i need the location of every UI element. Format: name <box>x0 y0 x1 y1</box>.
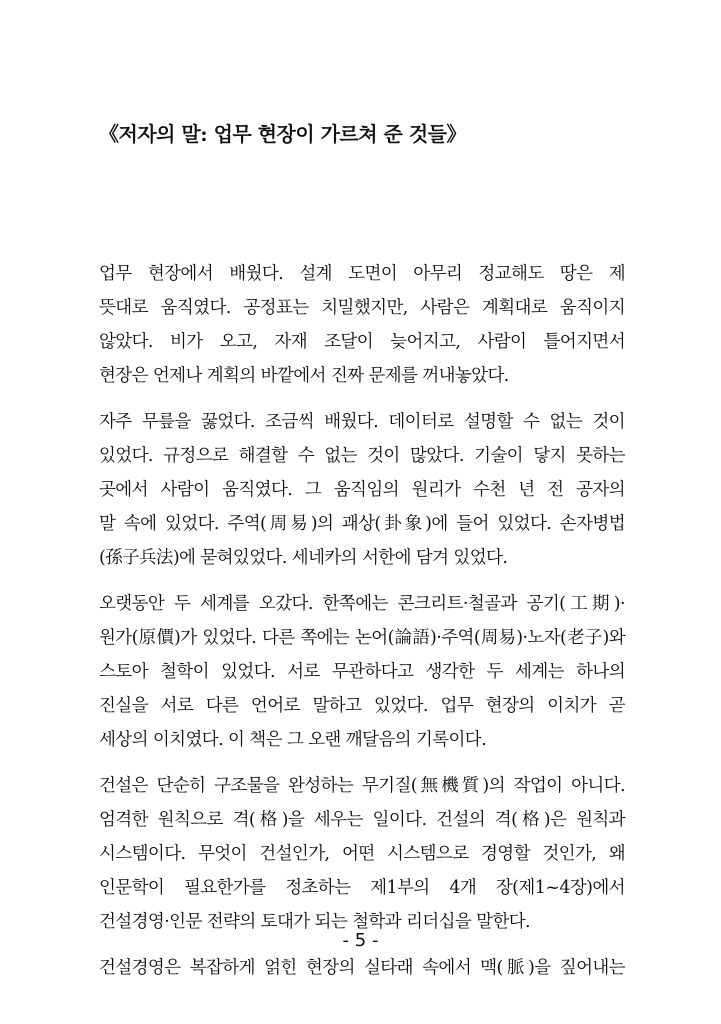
paragraph <box>99 769 625 939</box>
paragraph <box>99 405 625 575</box>
text-line: 자주 무릎을 꿇었다. 조금씩 배웠다. 데이터로 설명할 수 없는 것이 <box>99 412 625 432</box>
text-line: 시스템이다. 무엇이 건설인가, 어떤 시스템으로 경영할 것인가, 왜 <box>99 844 625 864</box>
text-line: 스토아 철학이 있었다. 서로 무관하다고 생각한 두 세계는 하나의 <box>99 662 625 682</box>
text-line: 곳에서 사람이 움직였다. 그 움직임의 원리가 수천 년 전 공자의 <box>99 480 625 500</box>
text-line: 업무 현장에서 배웠다. 설계 도면이 아무리 정교해도 땅은 제 <box>99 264 625 284</box>
paragraph <box>99 257 625 393</box>
text-line: 건설경영·인문 전략의 토대가 되는 철학과 리더십을 말한다. <box>99 912 531 932</box>
text-line: 오랫동안 두 세계를 오갔다. 한쪽에는 콘크리트·철골과 공기(工期)· <box>99 594 625 614</box>
text-line: 건설경영은 복잡하게 얽힌 현장의 실타래 속에서 맥(脈)을 짚어내는 <box>99 958 625 978</box>
text-line: 건설은 단순히 구조물을 완성하는 무기질(無機質)의 작업이 아니다. <box>99 776 625 796</box>
text-line: 원가(原價)가 있었다. 다른 쪽에는 논어(論語)·주역(周易)·노자(老子)와 <box>99 628 625 648</box>
text-line: 엄격한 원칙으로 격(格)을 세우는 일이다. 건설의 격(格)은 원칙과 <box>99 810 625 830</box>
paragraph <box>99 951 625 985</box>
text-line: (孫子兵法)에 묻혀있었다. 세네카의 서한에 담겨 있었다. <box>99 548 508 568</box>
text-line: 않았다. 비가 오고, 자재 조달이 늦어지고, 사람이 틀어지면서 <box>99 332 625 352</box>
text-line: 있었다. 규정으로 해결할 수 없는 것이 많았다. 기술이 닿지 못하는 <box>99 446 625 466</box>
text-line: 말 속에 있었다. 주역(周易)의 괘상(卦象)에 들어 있었다. 손자병법 <box>99 514 625 534</box>
page-number: - 5 - <box>342 930 379 951</box>
text-line: 세상의 이치였다. 이 책은 그 오랜 깨달음의 기록이다. <box>99 730 487 750</box>
text-line: 현장은 언제나 계획의 바깥에서 진짜 문제를 꺼내놓았다. <box>99 366 509 386</box>
body-text <box>99 257 625 997</box>
text-line: 진실을 서로 다른 언어로 말하고 있었다. 업무 현장의 이치가 곧 <box>99 696 625 716</box>
text-line: 인문학이 필요한가를 정초하는 제1부의 4개 장(제1~4장)에서 <box>99 878 625 898</box>
page-title: 《저자의 말: 업무 현장이 가르쳐 준 것들》 <box>99 122 466 146</box>
paragraph <box>99 587 625 757</box>
text-line: 뜻대로 움직였다. 공정표는 치밀했지만, 사람은 계획대로 움직이지 <box>99 298 625 318</box>
